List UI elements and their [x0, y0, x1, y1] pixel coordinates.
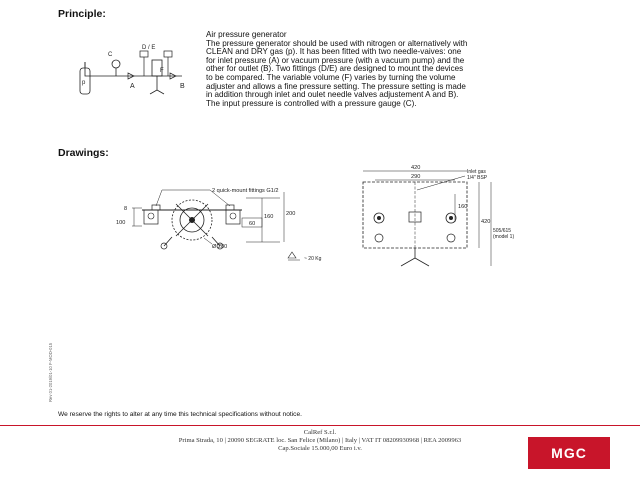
drawings-heading: Drawings: [58, 147, 109, 159]
label-p: p [82, 80, 86, 86]
footer-company: CalRef S.r.l. [303, 429, 337, 436]
mgc-logo [528, 437, 610, 469]
dim-8: 8 [124, 206, 128, 212]
dim-505: 505/615 [493, 228, 512, 234]
disclaimer: We reserve the rights to alter at any time this technical specifications without notice. [58, 411, 302, 418]
dim-160: 160 [264, 214, 274, 220]
dim-420-side: 420 [481, 219, 491, 225]
fittings-note: 2 quick-mount fittings G1/2 [212, 188, 279, 194]
drawing-top-view [112, 180, 327, 265]
logo-text: MGC [551, 445, 587, 461]
principle-line: adjuster and allows a fine pressure setting. The pressure setting is made [206, 81, 466, 91]
model-label: (model 1) [493, 234, 515, 240]
dim-100: 100 [116, 220, 126, 226]
principle-line: The input pressure is controlled with a pressure gauge (C). [206, 98, 417, 108]
principle-line: other for outlet (B). Two fittings (D/E) are designed to mount the devices [206, 64, 464, 74]
principle-line: Air pressure generator [206, 30, 287, 39]
pressure-gauge-c [112, 60, 120, 68]
footer-divider [0, 425, 640, 426]
document-revision-code: Rev 01-2019/01-10 F-MOD-015 [48, 342, 53, 402]
weight-value: ~ 20 Kg [304, 256, 322, 262]
principle-description [206, 31, 578, 108]
label-b: B [180, 83, 185, 90]
label-de: D / E [142, 45, 156, 51]
inlet-gas-label: Inlet gas [467, 169, 486, 175]
principle-line: The pressure generator should be used with nitrogen or alternatively with [206, 38, 468, 48]
footer-address: Prima Strada, 10 | 20090 SEGRATE loc. San Felice (Milano) | Italy | VAT IT 08209930968 | REA 2009963 [178, 437, 462, 444]
principle-heading: Principle: [58, 8, 106, 20]
weight-icon [288, 252, 300, 260]
drawing-front-view [355, 160, 525, 270]
principle-line: CLEAN and DRY gas (p). It has been fitted with two needle-vaives: one [206, 47, 462, 57]
dim-diameter: Ø 280 [212, 244, 228, 250]
label-a: A [130, 83, 135, 90]
principle-line: for inlet pressure (A) or vacuum pressure (with a vacuum pump) and the [206, 55, 465, 65]
footer-capital: Cap.Sociale 15.000,00 Euro i.v. [278, 445, 362, 452]
principle-line: to be compared. The variable volume (F) varies by turning the volume [206, 72, 456, 82]
pressure-generator-schematic [72, 32, 202, 112]
label-f: F [160, 68, 164, 74]
principle-line: in addition through inlet and oulet needle valves adjustement A and B). [206, 90, 459, 100]
dim-60: 60 [249, 221, 256, 227]
label-c: C [108, 52, 113, 58]
dim-290: 290 [411, 174, 421, 180]
dim-160-right: 160 [458, 204, 468, 210]
inlet-thread-label: 1/4" BSP [467, 175, 488, 181]
dim-420-top: 420 [411, 165, 421, 171]
dim-200: 200 [286, 211, 296, 217]
